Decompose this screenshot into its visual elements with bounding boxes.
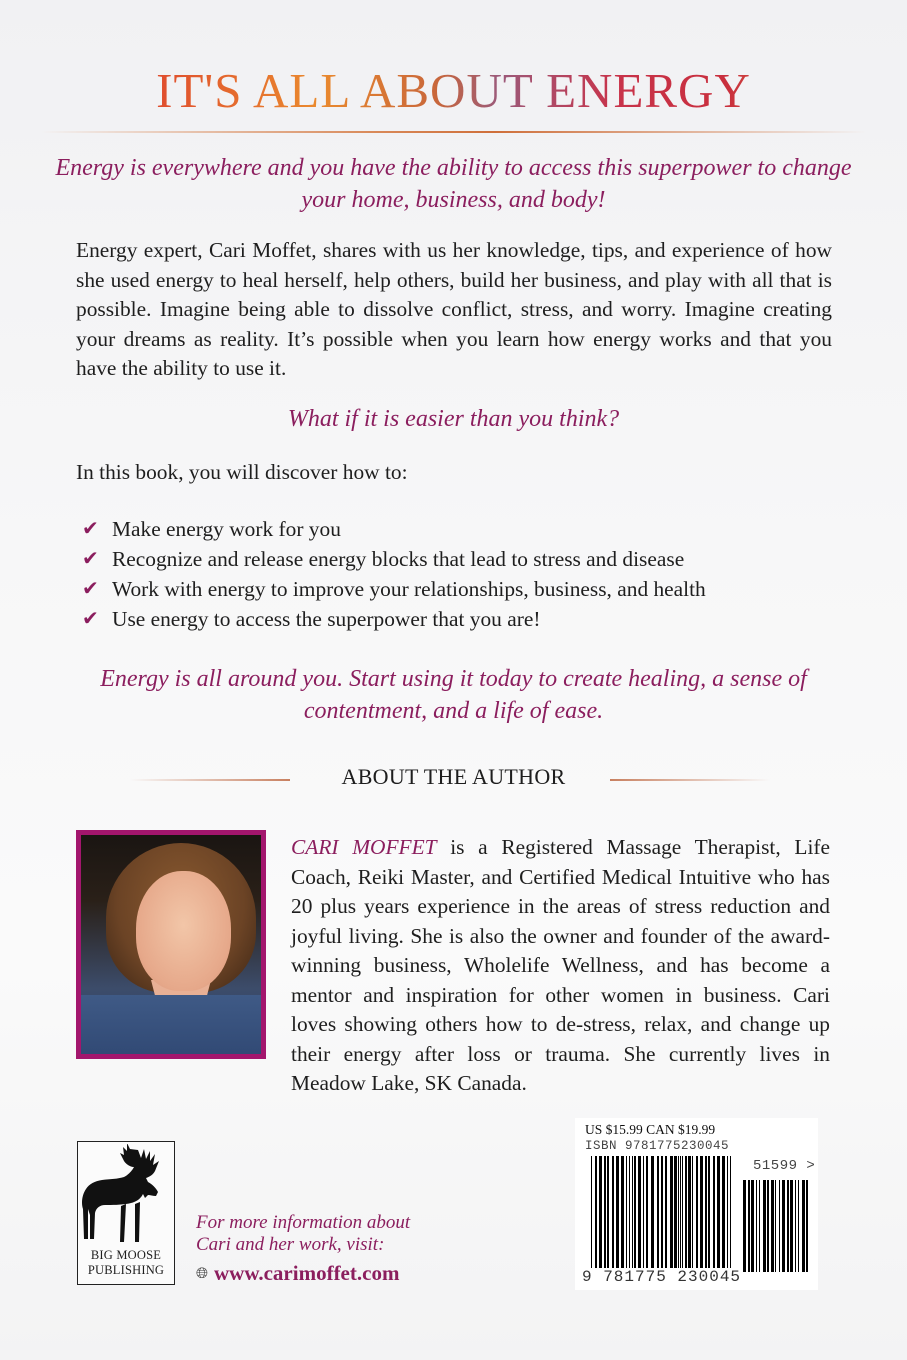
barcode-bar — [717, 1156, 720, 1284]
barcode-bar — [680, 1156, 681, 1284]
barcode-bar — [705, 1156, 707, 1284]
list-item — [82, 604, 706, 634]
book-title: IT'S ALL ABOUT ENERGY — [0, 62, 907, 119]
barcode-bar — [682, 1156, 683, 1284]
barcode-bar — [756, 1180, 757, 1272]
moose-icon — [82, 1144, 170, 1248]
website-link[interactable] — [196, 1261, 399, 1286]
addon-barcode — [743, 1180, 811, 1272]
barcode-bar — [632, 1156, 633, 1284]
barcode-bar — [599, 1156, 602, 1284]
barcode-bar — [779, 1180, 780, 1272]
barcode-bar — [591, 1156, 592, 1284]
more-info — [196, 1212, 410, 1256]
price-addon-number: 51599 > — [753, 1158, 816, 1174]
barcode-bar — [634, 1156, 636, 1284]
barcode-bar — [727, 1156, 728, 1284]
barcode-bar — [771, 1180, 774, 1272]
list-item-text: Work with energy to improve your relationships, business, and health — [112, 577, 706, 601]
globe-icon: 🌐︎ — [196, 1265, 209, 1282]
barcode-bar — [612, 1156, 614, 1284]
barcode-bar — [621, 1156, 624, 1284]
list-item-text: Use energy to access the superpower that you are! — [112, 607, 541, 631]
barcode-bar — [674, 1156, 677, 1284]
barcode-bar — [661, 1156, 663, 1284]
author-divider-right — [610, 779, 770, 781]
barcode-bar — [665, 1156, 667, 1284]
barcode-bar — [713, 1156, 715, 1284]
check-icon: ✔ — [82, 608, 99, 630]
barcode-digits: 9 781775 230045 — [582, 1268, 742, 1286]
author-name: CARI MOFFET — [291, 835, 437, 859]
question-line: What if it is easier than you think? — [287, 406, 620, 432]
barcode-bar — [763, 1180, 766, 1272]
list-item — [82, 544, 706, 574]
benefits-list — [82, 514, 706, 634]
publisher-name-line2: PUBLISHING — [87, 1263, 165, 1277]
title-divider — [40, 131, 867, 133]
barcode-bar — [730, 1156, 731, 1284]
price-label: US $15.99 CAN $19.99 — [585, 1122, 716, 1137]
barcode-bar — [607, 1156, 609, 1284]
author-bio — [291, 833, 830, 1099]
about-author-heading: ABOUT THE AUTHOR — [341, 764, 566, 789]
isbn-label: ISBN 9781775230045 — [585, 1139, 730, 1153]
barcode-bar — [657, 1156, 659, 1284]
barcode-bar — [806, 1180, 808, 1272]
barcode-bar — [743, 1180, 746, 1272]
barcode-bar — [708, 1156, 710, 1284]
barcode-bar — [688, 1156, 691, 1284]
barcode-bar — [678, 1156, 679, 1284]
barcode-area — [575, 1118, 818, 1290]
barcode-bar — [616, 1156, 619, 1284]
barcode-bar — [775, 1180, 776, 1272]
barcode-bar — [802, 1180, 805, 1272]
barcode-bar — [748, 1180, 750, 1272]
publisher-name-line1: BIG MOOSE — [90, 1248, 162, 1262]
closing-statement: Energy is all around you. Start using it today to create healing, a sense of contentment, and a life of ease. — [100, 666, 807, 724]
author-photo-frame — [76, 830, 266, 1059]
barcode-bar — [685, 1156, 687, 1284]
barcode-bar — [629, 1156, 630, 1284]
author-bio-text: is a Registered Massage Therapist, Life Coach, Reiki Master, and Certified Medical Intuitive who has 20 plus years experience in the areas of stress reduction and joyful living. She is also the owner and founder of the award-winning business, Wholelife Wellness, and has become a mentor and inspiration for other women in business. Cari loves showing others how to de-stress, relax, and change up their energy after loss or trauma. She currently lives in Meadow Lake, SK Canada. — [291, 835, 830, 1095]
publisher-logo — [77, 1141, 175, 1285]
barcode-bar — [795, 1180, 796, 1272]
barcode-bar — [767, 1180, 769, 1272]
intro-tagline: Energy is everywhere and you have the ability to access this superpower to change your home, business, and body! — [55, 155, 852, 213]
discover-intro: In this book, you will discover how to: — [76, 460, 408, 484]
list-item-text: Make energy work for you — [112, 517, 341, 541]
barcode-bar — [696, 1156, 698, 1284]
barcode-bar — [626, 1156, 627, 1284]
website-url[interactable]: www.carimoffet.com — [214, 1261, 400, 1285]
barcode-bar — [787, 1180, 789, 1272]
barcode-bar — [700, 1156, 703, 1284]
more-info-line2: Cari and her work, visit: — [196, 1234, 385, 1255]
barcode-bar — [782, 1180, 785, 1272]
author-photo — [81, 835, 261, 1054]
barcode-bar — [651, 1156, 654, 1284]
barcode-bar — [670, 1156, 673, 1284]
list-item — [82, 574, 706, 604]
barcode-bar — [722, 1156, 725, 1284]
barcode-bar — [798, 1180, 799, 1272]
barcode-bar — [638, 1156, 641, 1284]
barcode-bar — [759, 1180, 760, 1272]
check-icon: ✔ — [82, 548, 99, 570]
barcode-bar — [604, 1156, 606, 1284]
list-item-text: Recognize and release energy blocks that lead to stress and disease — [112, 547, 685, 571]
barcode-bar — [646, 1156, 648, 1284]
more-info-line1: For more information about — [196, 1212, 411, 1233]
barcode-bar — [790, 1180, 793, 1272]
isbn-barcode — [591, 1156, 733, 1284]
barcode-bar — [595, 1156, 597, 1284]
barcode-bar — [643, 1156, 644, 1284]
barcode-bar — [692, 1156, 693, 1284]
check-icon: ✔ — [82, 518, 99, 540]
list-item — [82, 514, 706, 544]
check-icon: ✔ — [82, 578, 99, 600]
description-paragraph: Energy expert, Cari Moffet, shares with us her knowledge, tips, and experience of how she used energy to heal herself, help others, build her business, and play with all that is possible. Imagine being able to dissolve conflict, stress, and worry. Imagine creating your dreams as reality. It’s possible when you learn how energy works and that you have the ability to use it. — [76, 238, 832, 380]
barcode-bar — [751, 1180, 754, 1272]
